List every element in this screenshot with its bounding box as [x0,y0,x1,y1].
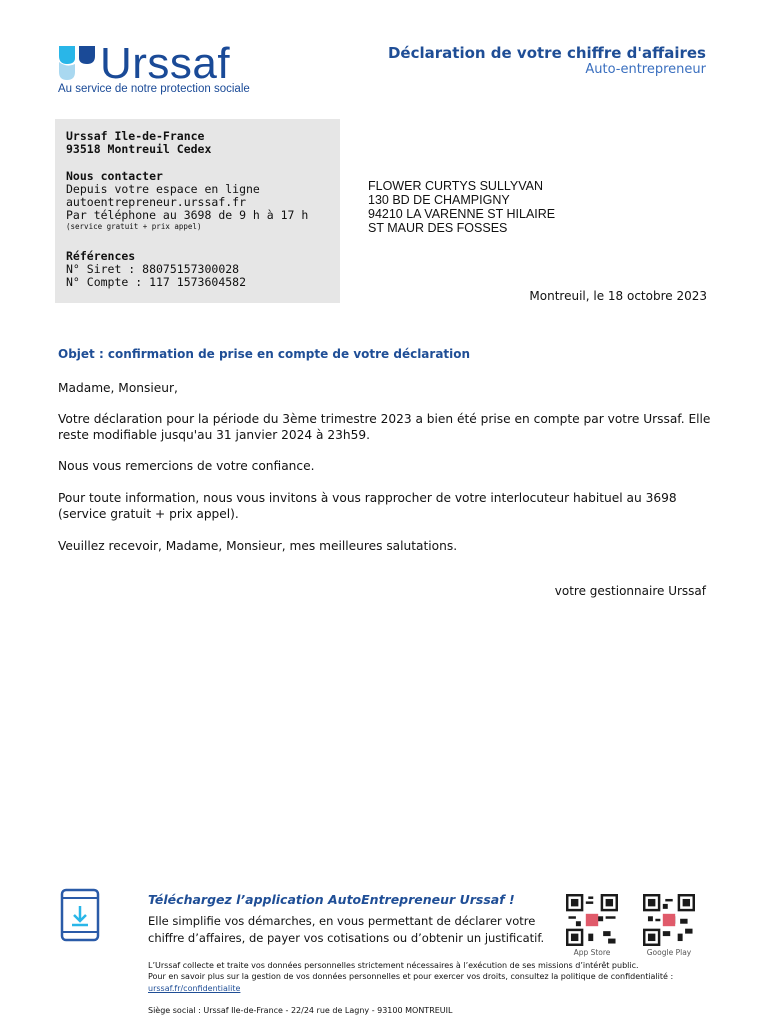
recipient-name: FLOWER CURTYS SULLYVAN [368,179,544,193]
letter-greeting: Madame, Monsieur, [58,381,178,395]
letter-date: Montreuil, le 18 octobre 2023 [529,289,707,303]
letter-subject: Objet : confirmation de prise en compte de votre déclaration [58,347,471,361]
document-title: Déclaration de votre chiffre d'affaires [387,44,706,62]
brand-wordmark: Urssaf [100,39,231,88]
brand-tagline: Au service de notre protection sociale [58,83,250,95]
letter-paragraph-1: Votre déclaration pour la période du 3ème trimestre 2023 a bien été prise en compte par votre Urssaf. Elle reste modifiable jusqu'au 31 janvier 2024 à 23h59. [58,412,711,442]
contact-note: (service gratuit + prix appel) [66,222,202,231]
promo-text-1: Elle simplifie vos démarches, en vous permettant de déclarer votre [148,914,536,928]
sender-org: Urssaf Ile-de-France [66,129,205,143]
app-store-qr-icon[interactable] [566,894,618,946]
recipient-address [368,179,555,235]
head-office: Siège social : Urssaf Ile-de-France - 22/24 rue de Lagny - 93100 MONTREUIL [148,1006,453,1015]
google-play-qr-icon[interactable] [643,894,695,946]
phone-download-icon [60,888,100,942]
contact-phone: Par téléphone au 3698 de 9 h à 17 h [66,208,309,222]
app-store-label: App Store [573,948,611,957]
legal-text-1: L’Urssaf collecte et traite vos données personnelles strictement nécessaires à l’exécution de ses missions d’intérêt public. [148,961,639,970]
privacy-link[interactable]: urssaf.fr/confidentialite [148,984,241,993]
letter-paragraph-4: Veuillez recevoir, Madame, Monsieur, mes meilleures salutations. [58,539,458,553]
legal-text-2: Pour en savoir plus sur la gestion de vos données personnelles et pour exercer vos droits, consultez la politique de confidentialité : [148,972,674,981]
google-play-label: Google Play [646,948,692,957]
contact-website[interactable]: autoentrepreneur.urssaf.fr [66,195,247,209]
letter-paragraph-3: Pour toute information, nous vous invitons à vous rapprocher de votre interlocuteur habituel au 3698 (service gratuit + prix appel). [58,491,677,521]
recipient-street: 130 BD DE CHAMPIGNY [368,193,510,207]
recipient-city2: ST MAUR DES FOSSES [368,221,508,235]
recipient-city: 94210 LA VARENNE ST HILAIRE [368,207,556,221]
siret-number: N° Siret : 88075157300028 [66,262,240,276]
account-number: N° Compte : 117 1573604582 [66,275,247,289]
promo-title: Téléchargez l’application AutoEntrepreneur Urssaf ! [148,892,515,907]
urssaf-logo-icon [57,44,97,82]
contact-heading: Nous contacter [66,169,163,183]
letter-paragraph-2: Nous vous remercions de votre confiance. [58,459,315,473]
contact-online: Depuis votre espace en ligne [66,182,260,196]
references-heading: Références [66,249,136,263]
document-subtitle: Auto-entrepreneur [585,62,706,77]
sender-info-box [55,119,340,303]
sender-city: 93518 Montreuil Cedex [66,142,212,156]
letter-signature: votre gestionnaire Urssaf [554,584,706,598]
promo-text-2: chiffre d’affaires, de payer vos cotisations ou d’obtenir un justificatif. [148,931,545,945]
